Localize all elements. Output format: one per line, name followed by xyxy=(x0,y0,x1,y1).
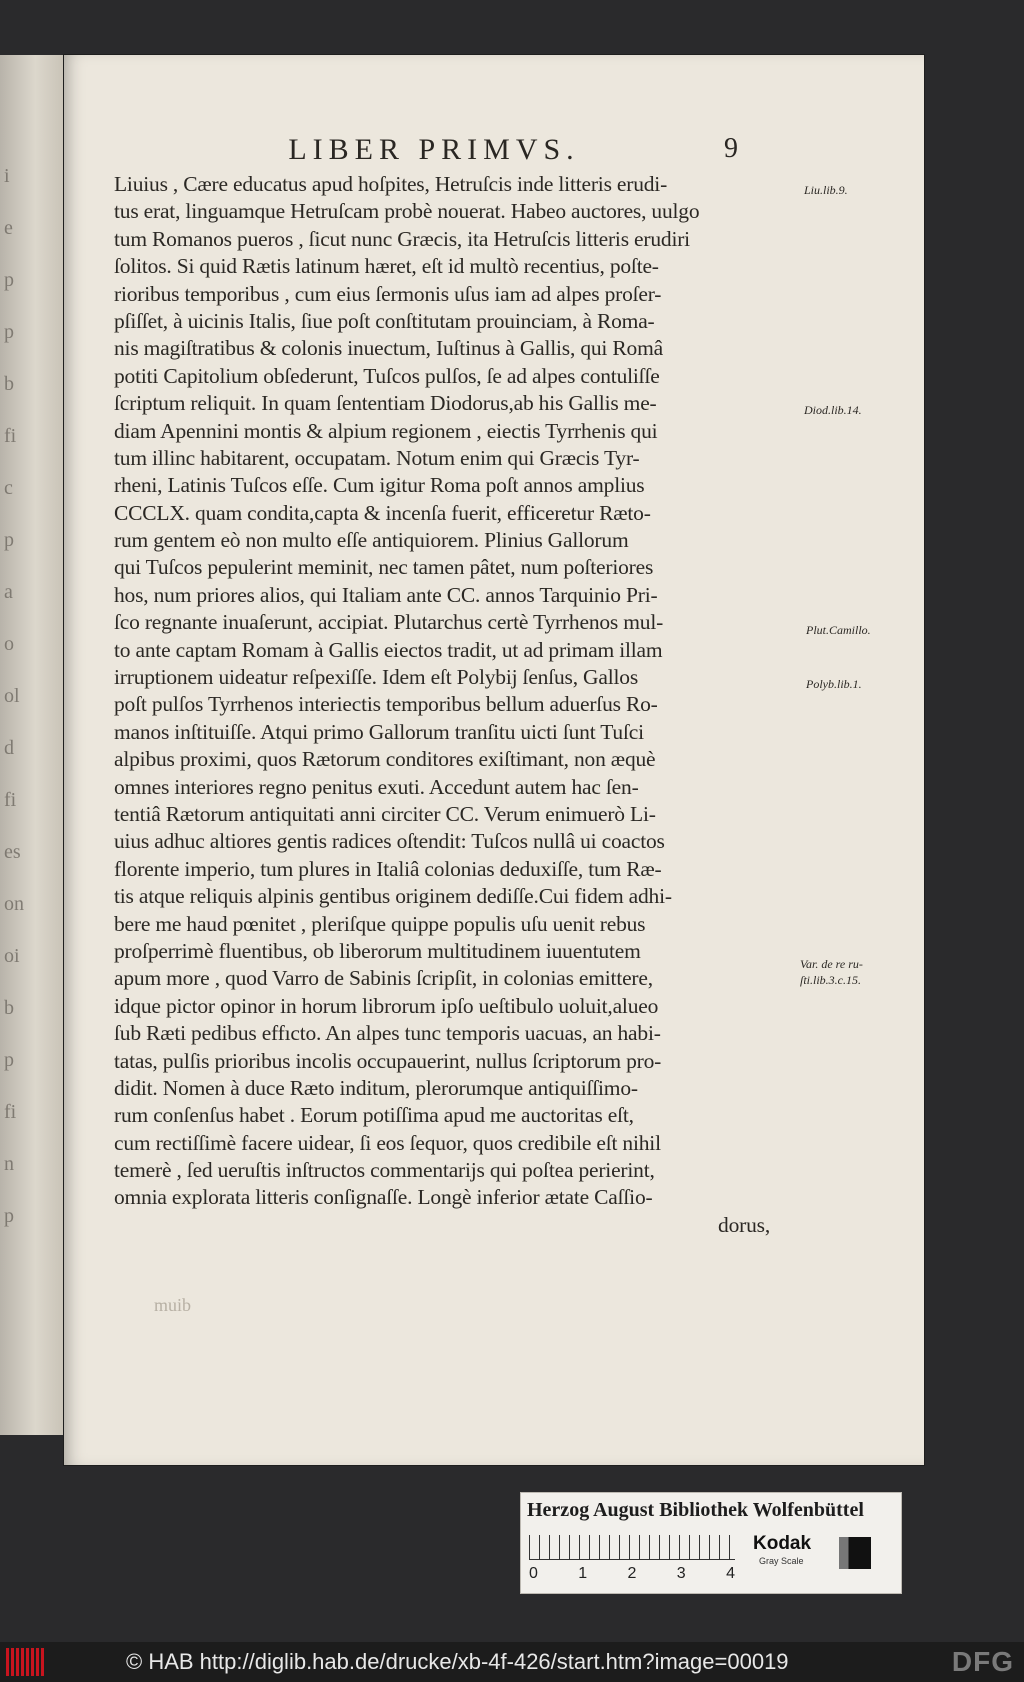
text-line: rioribus temporibus , cum eius ſermonis uſus iam ad alpes proſer- xyxy=(114,281,662,306)
scale-number: 4 xyxy=(726,1565,735,1582)
scale-number: 3 xyxy=(676,1565,686,1582)
text-line: hos, num priores alios, qui Italiam ante CC. annos Tarquinio Pri- xyxy=(114,582,658,607)
left-page-fragment: c xyxy=(4,477,13,499)
source-url[interactable]: © HAB http://diglib.hab.de/drucke/xb-4f-426/start.htm?image=00019 xyxy=(126,1649,789,1674)
text-line: irruptionem uideatur reſpexiſſe. Idem eſt Polybij ſenſus, Gallos xyxy=(114,665,638,690)
book-page xyxy=(64,55,924,1465)
text-line: manos inſtituiſſe. Atqui primo Gallorum tranſitu uicti ſunt Tuſci xyxy=(114,719,644,744)
text-line: qui Tuſcos pepulerint meminit, nec tamen pâtet, num poſteriores xyxy=(114,555,654,580)
ruler-scale xyxy=(529,1535,735,1560)
text-line: proſperrimè fluentibus, ob liberorum multitudinem iuuentutem xyxy=(114,938,641,963)
card-title: Herzog August Bibliothek Wolfenbüttel xyxy=(527,1499,864,1521)
text-line: ſolitos. Si quid Rætis latinum hæret, eſt id multò recentius, poſte- xyxy=(114,254,659,279)
text-line: nis magiſtratibus & colonis inuectum, Iuſtinus à Gallis, qui Româ xyxy=(114,336,663,361)
left-page-fragment: fi xyxy=(4,789,17,811)
dfg-logo: DFG xyxy=(951,1646,1014,1677)
left-page-fragment: p xyxy=(4,1205,14,1227)
running-head: LIBER PRIMVS. xyxy=(288,133,580,166)
left-page-fragment: p xyxy=(4,1049,14,1071)
left-page-fragment: a xyxy=(4,581,13,603)
text-line: temerè , ſed ueruſtis inſtructos commentarijs qui poſtea perierint, xyxy=(114,1158,655,1183)
text-line: CCCLX. quam condita,capta & incenſa fuerit, efficeretur Ræto- xyxy=(114,500,651,525)
text-line: tis atque reliquis alpinis gentibus originem dediſſe.Cui fidem adhi- xyxy=(114,884,672,909)
marginal-note: Plut.Camillo. xyxy=(806,623,871,637)
text-line: tatas, pulſis prioribus incolis occupauerint, nullus ſcriptorum pro- xyxy=(114,1048,662,1073)
scale-numbers xyxy=(529,1565,735,1583)
left-page-fragment: i xyxy=(4,165,10,187)
marginal-note: Liu.lib.9. xyxy=(804,183,848,197)
marginal-note: Var. de re ru- xyxy=(800,957,863,971)
text-line: apum more , quod Varro de Sabinis ſcripſit, in colonias emittere, xyxy=(114,966,653,991)
text-line: dorus, xyxy=(718,1212,770,1237)
text-line: bere me haud pœnitet , pleriſque quippe populis uſu uenit rebus xyxy=(114,911,646,936)
left-page-fragment: fi xyxy=(4,425,17,447)
text-line: uius adhuc altiores gentis radices oſtendit: Tuſcos nullâ ui coactos xyxy=(114,829,665,854)
left-page-fragment: ol xyxy=(4,685,20,707)
text-line: diam Apennini montis & alpium regionem , eiectis Tyrrhenis qui xyxy=(114,418,658,443)
text-line: ſub Ræti pedibus effıcto. An alpes tunc temporis uacuas, an habi- xyxy=(114,1021,661,1046)
text-line: florente imperio, tum plures in Italiâ colonias deduxiſſe, tum Ræ- xyxy=(114,856,662,881)
text-line: rheni, Latinis Tuſcos eſſe. Cum igitur Roma poſt annos amplius xyxy=(114,473,645,498)
left-page-fragment: n xyxy=(4,1153,14,1175)
kodak-logo: Kodak xyxy=(753,1533,812,1554)
text-line: cum rectiſſimè facere uidear, ſi eos ſequor, quos credibile eſt nihil xyxy=(114,1130,661,1155)
text-line: potiti Capitolium obſederunt, Tuſcos pulſos, ſe ad alpes contuliſſe xyxy=(114,363,660,388)
marginal-note: ſti.lib.3.c.15. xyxy=(800,973,861,987)
scale-number: 0 xyxy=(529,1565,538,1582)
left-page-edge xyxy=(0,55,64,1435)
gray-swatch xyxy=(839,1537,871,1569)
left-page-fragment: b xyxy=(4,997,14,1019)
text-line: idque pictor opinor in horum librorum ipſo ueſtibulo uoluit,alueo xyxy=(114,993,659,1018)
text-line: tus erat, linguamque Hetruſcam probè nouerat. Habeo auctores, uulgo xyxy=(114,199,700,224)
text-line: to ante captam Romam à Gallis eiectos tradit, ut ad primam illam xyxy=(114,637,663,662)
left-page-fragment: d xyxy=(4,737,14,759)
text-line: ſcriptum reliquit. In quam ſententiam Diodorus,ab his Gallis me- xyxy=(114,391,657,416)
scale-number: 2 xyxy=(627,1565,637,1582)
gray-scale-label: Gray Scale xyxy=(759,1556,804,1566)
text-line: alpibus proximi, quos Rætorum conditores exiſtimant, non æquè xyxy=(114,747,656,772)
folio-number: 9 xyxy=(724,133,738,164)
text-line: tum illinc habitarent, occupatam. Notum enim qui Græcis Tyr- xyxy=(114,445,640,470)
color-calibration-card xyxy=(520,1492,902,1594)
footer-bar xyxy=(0,1642,1024,1682)
left-page-fragment: es xyxy=(4,841,21,863)
text-line: omnia explorata litteris conſignaſſe. Longè inferior ætate Caſſio- xyxy=(114,1185,653,1210)
text-line: poſt pulſos Tyrrhenos interiectis temporibus bellum aduerſus Ro- xyxy=(114,692,658,717)
text-line: omnes interiores regno penitus exuti. Accedunt autem hac ſen- xyxy=(114,774,639,799)
text-line: tum Romanos pueros , ſicut nunc Græcis, ita Hetruſcis litteris erudiri xyxy=(114,226,690,251)
left-page-fragment: fi xyxy=(4,1101,17,1123)
text-line: ſco regnante inuaſerunt, accipiat. Plutarchus certè Tyrrhenos mul- xyxy=(114,610,664,635)
text-line: didit. Nomen à duce Ræto inditum, plerorumque antiquiſſimo- xyxy=(114,1075,638,1100)
marginal-note: Polyb.lib.1. xyxy=(806,677,862,691)
left-page-fragment: o xyxy=(4,633,14,655)
left-page-fragment: on xyxy=(4,893,24,915)
left-page-fragment: p xyxy=(4,529,14,551)
barcode-icon xyxy=(6,1648,44,1676)
left-page-fragment: oi xyxy=(4,945,20,967)
marginal-note: Diod.lib.14. xyxy=(804,403,862,417)
text-line: rum gentem eò non multo eſſe antiquiorem. Plinius Gallorum xyxy=(114,528,629,553)
body-text xyxy=(114,171,871,1239)
scale-number: 1 xyxy=(578,1565,588,1582)
left-page-fragment: e xyxy=(4,217,13,239)
text-line: Liuius , Cære educatus apud hoſpites, Hetruſcis inde litteris erudi- xyxy=(114,172,668,196)
offset-fragment: muib xyxy=(154,1295,192,1315)
left-page-fragment: p xyxy=(4,269,14,291)
text-line: rum conſenſus habet . Eorum potiſſima apud me auctoritas eſt, xyxy=(114,1103,634,1128)
text-line: pſiſſet, à uicinis Italis, ſiue poſt conſtitutam prouinciam, à Roma- xyxy=(114,308,655,333)
left-page-fragment: p xyxy=(4,321,14,343)
text-line: tentiâ Rætorum antiquitati anni circiter CC. Verum enimuerò Li- xyxy=(114,801,656,826)
left-page-fragment: b xyxy=(4,373,14,395)
